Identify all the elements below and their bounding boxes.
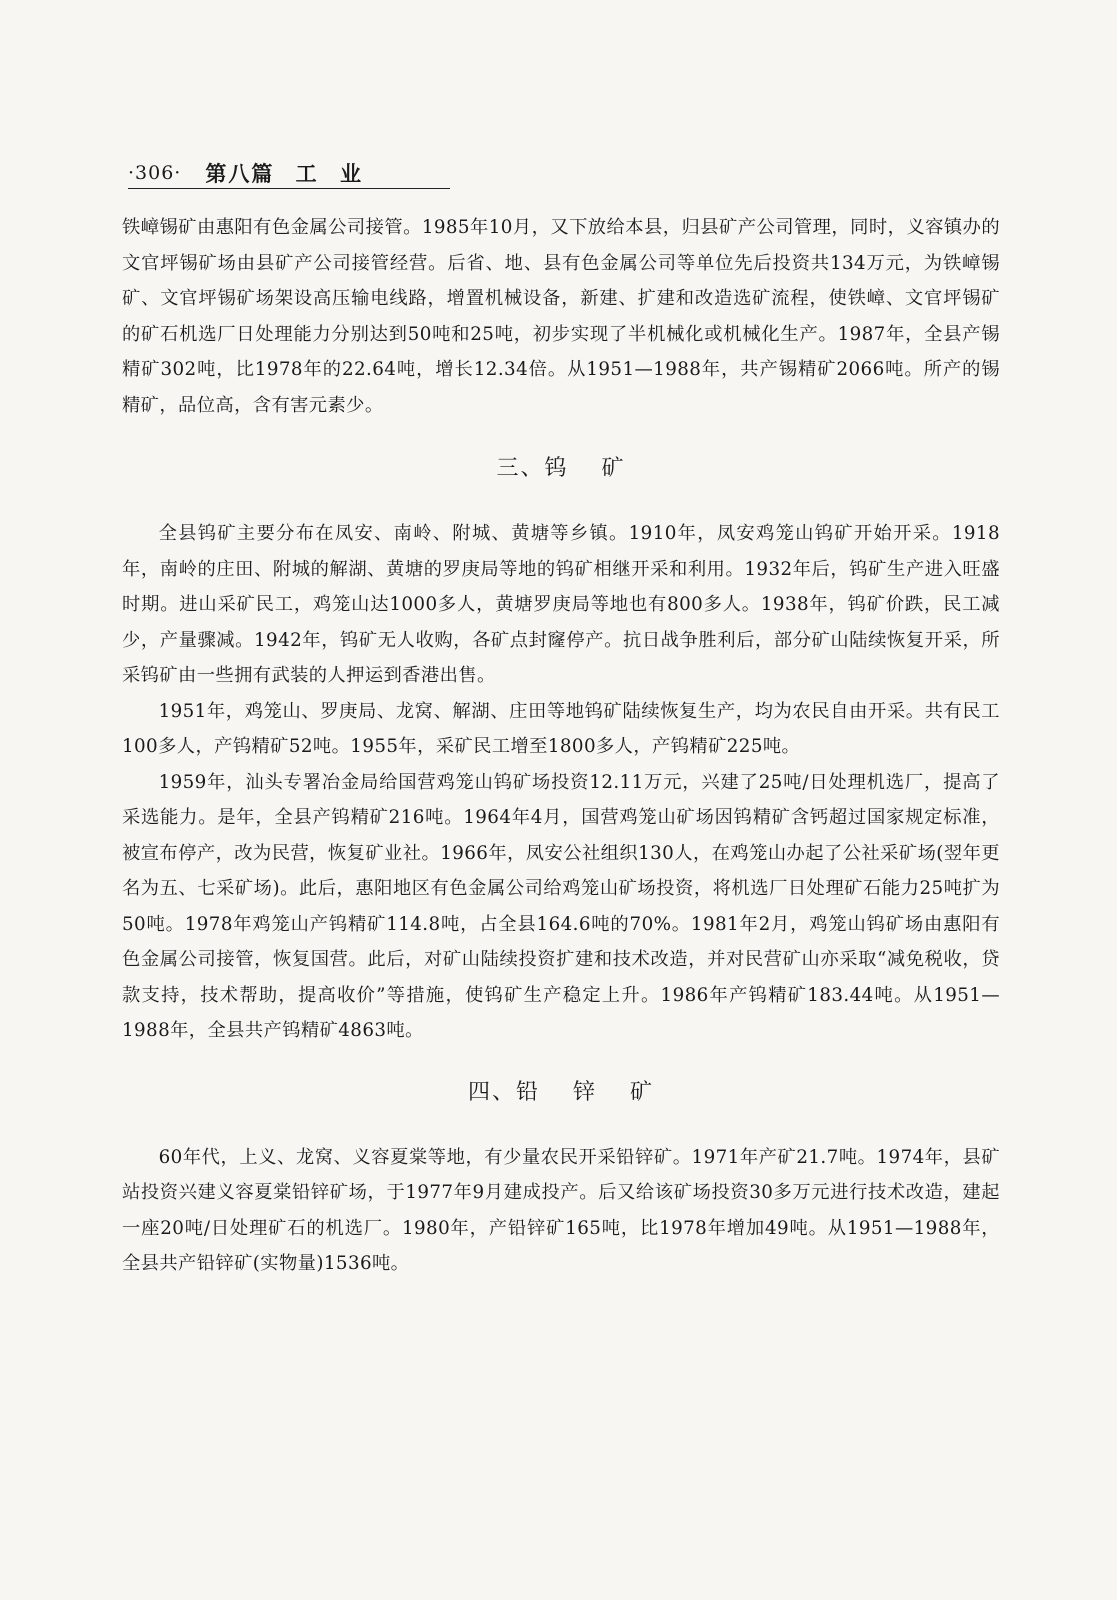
chapter-title: 第八篇 工 业: [205, 162, 363, 186]
page-number: ·306·: [128, 162, 182, 184]
section-heading-tungsten: 三、钨 矿: [496, 456, 626, 481]
body-text: [122, 210, 1000, 1282]
tungsten-paragraph-2: 1951年，鸡笼山、罗庚局、龙窝、解湖、庄田等地钨矿陆续恢复生产，均为农民自由开采。共有民工100多人，产钨精矿52吨。1955年，采矿民工增至1800多人，产钨精矿225吨。: [122, 700, 1000, 757]
tungsten-paragraph-3: 1959年，汕头专署冶金局给国营鸡笼山钨矿场投资12.11万元，兴建了25吨/日处理机选厂，提高了采选能力。是年，全县产钨精矿216吨。1964年4月，国营鸡笼山矿场因钨精矿含钙超过国家规定标准，被宣布停产，改为民营，恢复矿业社。1966年，凤安公社组织130人，在鸡笼山办起了公社采矿场(翌年更名为五、七采矿场)。此后，惠阳地区有色金属公司给鸡笼山矿场投资，将机选厂日处理矿石能力25吨扩为50吨。1978年鸡笼山产钨精矿114.8吨，占全县164.6吨的70%。1981年2月，鸡笼山钨矿场由惠阳有色金属公司接管，恢复国营。此后，对矿山陆续投资扩建和技术改造，并对民营矿山亦采取“减免税收，贷款支持，技术帮助，提高收价”等措施，使钨矿生产稳定上升。1986年产钨精矿183.44吨。从1951—1988年，全县共产钨精矿4863吨。: [122, 771, 1000, 1041]
intro-paragraph: 铁嶂锡矿由惠阳有色金属公司接管。1985年10月，又下放给本县，归县矿产公司管理，同时，义容镇办的文官坪锡矿场由县矿产公司接管经营。后省、地、县有色金属公司等单位先后投资共134万元，为铁嶂锡矿、文官坪锡矿场架设高压输电线路，增置机械设备，新建、扩建和改造选矿流程，使铁嶂、文官坪锡矿的矿石机选厂日处理能力分别达到50吨和25吨，初步实现了半机械化或机械化生产。1987年，全县产锡精矿302吨，比1978年的22.64吨，增长12.34倍。从1951—1988年，共产锡精矿2066吨。所产的锡精矿，品位高，含有害元素少。: [122, 217, 1000, 416]
lead-zinc-paragraph-1: 60年代，上义、龙窝、义容夏棠等地，有少量农民开采铅锌矿。1971年产矿21.7吨。1974年，县矿站投资兴建义容夏棠铅锌矿场，于1977年9月建成投产。后又给该矿场投资30多万元进行技术改造，建起一座20吨/日处理矿石的机选厂。1980年，产铅锌矿165吨，比1978年增加49吨。从1951—1988年，全县共产铅锌矿(实物量)1536吨。: [122, 1146, 1000, 1274]
page-header: [128, 158, 450, 189]
tungsten-paragraph-1: 全县钨矿主要分布在凤安、南岭、附城、黄塘等乡镇。1910年，凤安鸡笼山钨矿开始开采。1918年，南岭的庄田、附城的解湖、黄塘的罗庚局等地的钨矿相继开采和利用。1932年后，钨矿生产进入旺盛时期。进山采矿民工，鸡笼山达1000多人，黄塘罗庚局等地也有800多人。1938年，钨矿价跌，民工减少，产量骤减。1942年，钨矿无人收购，各矿点封窿停产。抗日战争胜利后，部分矿山陆续恢复开采，所采钨矿由一些拥有武装的人押运到香港出售。: [122, 523, 1000, 686]
section-heading-lead-zinc: 四、铅 锌 矿: [468, 1079, 654, 1105]
